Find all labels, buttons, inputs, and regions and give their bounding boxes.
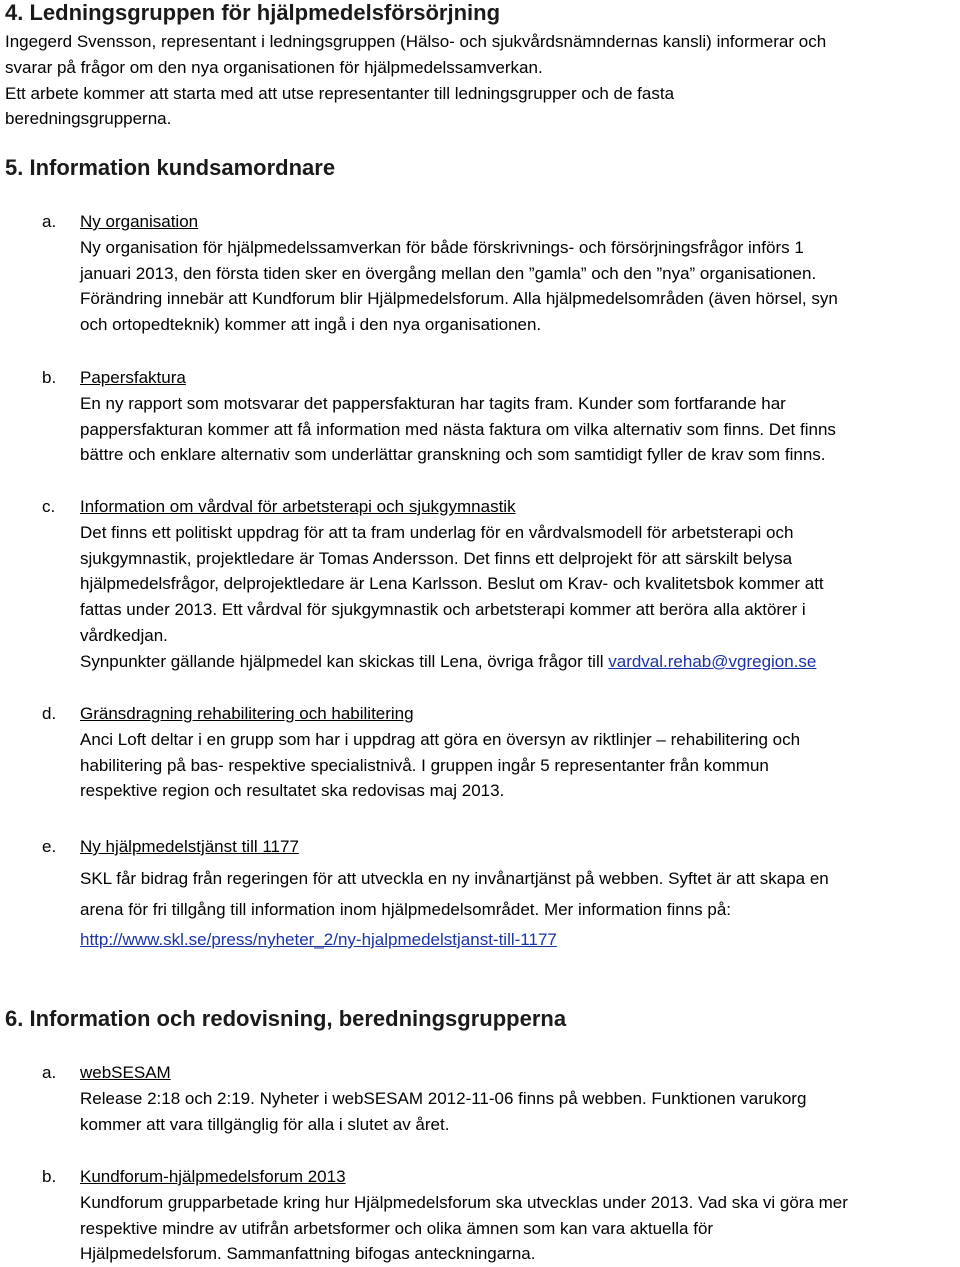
item-letter: e.: [42, 837, 57, 856]
item-body: [80, 391, 955, 468]
section-5-title: 5. Information kundsamordnare: [5, 155, 336, 180]
text-line: habilitering på bas- respektive specialistnivå. I gruppen ingår 5 representanter från kommun: [80, 755, 769, 775]
text-line: svarar på frågor om den nya organisationen för hjälpmedelssamverkan.: [5, 57, 543, 77]
item-heading: Ny hjälpmedelstjänst till 1177: [80, 837, 299, 856]
skl-link[interactable]: http://www.skl.se/press/nyheter_2/ny-hjalpmedelstjanst-till-1177: [80, 930, 557, 949]
text-line: och ortopedteknik) kommer att ingå i den nya organisationen.: [80, 315, 542, 335]
item-heading: Kundforum-hjälpmedelsforum 2013: [80, 1167, 346, 1186]
text-line: Hjälpmedelsforum. Sammanfattning bifogas anteckningarna.: [80, 1244, 536, 1264]
item-body: [80, 727, 955, 804]
item-heading: Gränsdragning rehabilitering och habilitering: [80, 704, 414, 723]
text-line: [80, 649, 955, 675]
text-line: SKL får bidrag från regeringen för att utveckla en ny invånartjänst på webben. Syftet är att skapa en: [80, 869, 829, 888]
item-letter: c.: [42, 497, 56, 516]
text-line: Ny organisation för hjälpmedelssamverkan för både förskrivnings- och försörjningsfrågor införs 1: [80, 237, 804, 257]
text-line: beredningsgrupperna.: [5, 109, 172, 129]
section-4-body: [5, 29, 955, 132]
text-line: respektive region och resultatet ska redovisas maj 2013.: [80, 781, 505, 801]
text-line: En ny rapport som motsvarar det pappersfakturan har tagits fram. Kunder som fortfarande har: [80, 393, 786, 413]
email-link[interactable]: vardval.rehab@vgregion.se: [608, 651, 817, 671]
text-line: hjälpmedelsfrågor, delprojektledare är Lena Karlsson. Beslut om Krav- och kvalitetsbok kommer att: [80, 574, 824, 594]
text-line: vårdkedjan.: [80, 625, 168, 645]
text-line: sjukgymnastik, projektledare är Tomas Andersson. Det finns ett delprojekt för att särskilt belysa: [80, 548, 793, 568]
text-line: Det finns ett politiskt uppdrag för att ta fram underlag för en vårdvalsmodell för arbetsterapi och: [80, 522, 794, 542]
text-line: kommer att vara tillgänglig för alla i slutet av året.: [80, 1114, 450, 1134]
text-line: Release 2:18 och 2:19. Nyheter i webSESAM 2012-11-06 finns på webben. Funktionen varukorg: [80, 1088, 807, 1108]
item-body: [80, 235, 955, 338]
text-line: januari 2013, den första tiden sker en övergång mellan den ”gamla” och den ”nya” organisationen.: [80, 263, 817, 283]
item-heading: Information om vårdval för arbetsterapi och sjukgymnastik: [80, 497, 516, 516]
text-line: Ett arbete kommer att starta med att utse representanter till ledningsgrupper och de fasta: [5, 83, 675, 103]
item-letter: a.: [42, 212, 57, 231]
item-body: [80, 864, 955, 956]
section-6-title: 6. Information och redovisning, beredningsgrupperna: [5, 1006, 567, 1031]
text-line: Kundforum grupparbetade kring hur Hjälpmedelsforum ska utvecklas under 2013. Vad ska vi göra mer: [80, 1192, 848, 1212]
text-line: pappersfakturan kommer att få information med nästa faktura om vilka alternativ som finns. Det finns: [80, 419, 836, 439]
item-body: [80, 520, 955, 675]
text-line: [80, 925, 955, 956]
text-line: Ingegerd Svensson, representant i ledningsgruppen (Hälso- och sjukvårdsnämndernas kansli) informerar och: [5, 32, 827, 51]
contact-text: Synpunkter gällande hjälpmedel kan skickas till Lena, övriga frågor till: [80, 651, 609, 671]
item-letter: d.: [42, 704, 57, 723]
section-4-title: 4. Ledningsgruppen för hjälpmedelsförsörjning: [5, 0, 501, 25]
item-body: [80, 1086, 955, 1138]
text-line: arena för fri tillgång till information inom hjälpmedelsområdet. Mer information finns på:: [80, 899, 732, 919]
item-heading: Ny organisation: [80, 212, 199, 231]
item-letter: b.: [42, 368, 57, 387]
item-letter: a.: [42, 1063, 57, 1082]
item-letter: b.: [42, 1167, 57, 1186]
item-body: [80, 1190, 955, 1267]
text-line: bättre och enklare alternativ som underlättar granskning och som samtidigt fyller de krav som finns.: [80, 445, 826, 465]
item-heading: Papersfaktura: [80, 368, 186, 387]
text-line: Anci Loft deltar i en grupp som har i uppdrag att göra en översyn av riktlinjer – rehabilitering och: [80, 729, 801, 749]
text-line: fattas under 2013. Ett vårdval för sjukgymnastik och arbetsterapi kommer att beröra alla aktörer i: [80, 600, 806, 620]
text-line: respektive mindre av utifrån arbetsformer och olika ämnen som kan vara aktuella för: [80, 1218, 714, 1238]
text-line: Förändring innebär att Kundforum blir Hjälpmedelsforum. Alla hjälpmedelsområden (även hörsel, syn: [80, 289, 838, 309]
item-heading: webSESAM: [80, 1063, 171, 1082]
